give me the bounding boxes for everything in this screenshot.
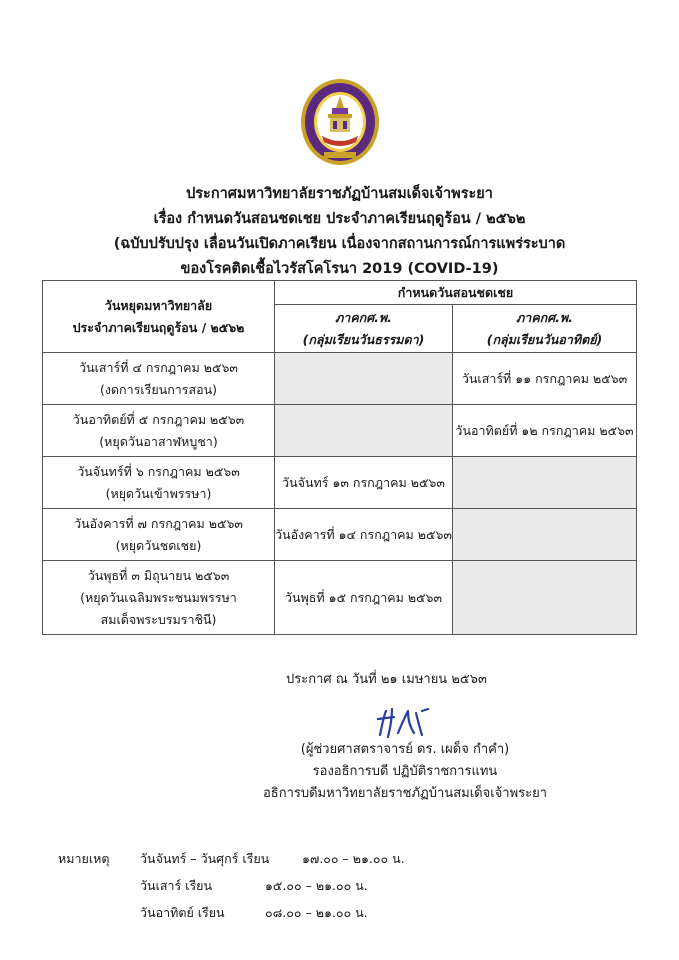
holiday-column-header: วันหยุดมหาวิทยาลัย ประจำภาคเรียนฤดูร้อน / ๒๕๖๒ — [43, 281, 275, 353]
note-time: ๐๘.๐๐ – ๒๑.๐๐ น. — [265, 905, 368, 920]
weekday-makeup-cell: วันพุธที่ ๑๕ กรกฎาคม ๒๕๖๓ — [275, 561, 453, 635]
sunday-makeup-cell — [453, 561, 637, 635]
makeup-group-header: กำหนดวันสอนชดเชย — [275, 281, 637, 305]
note-time: ๑๗.๐๐ – ๒๑.๐๐ น. — [302, 851, 405, 866]
table-row — [43, 561, 637, 635]
title-line-2: เรื่อง กำหนดวันสอนชดเชย ประจำภาคเรียนฤดูร้อน / ๒๕๖๒ — [153, 211, 526, 227]
table-row — [43, 353, 637, 405]
holiday-cell: วันพุธที่ ๓ มิถุนายน ๒๕๖๓ (หยุดวันเฉลิมพระชนมพรรษา สมเด็จพระบรมราชินี) — [43, 561, 275, 635]
holiday-cell: วันเสาร์ที่ ๔ กรกฎาคม ๒๕๖๓ (งดการเรียนการสอน) — [43, 353, 275, 405]
holiday-cell: วันอาทิตย์ที่ ๕ กรกฎาคม ๒๕๖๓ (หยุดวันอาสาฬหบูชา) — [43, 405, 275, 457]
sunday-makeup-cell — [453, 457, 637, 509]
weekday-makeup-cell — [275, 405, 453, 457]
note-day: วันจันทร์ – วันศุกร์ เรียน — [140, 851, 270, 866]
signer-block — [0, 739, 679, 805]
handwritten-signature — [372, 705, 442, 741]
holiday-cell: วันจันทร์ที่ ๖ กรกฎาคม ๒๕๖๓ (หยุดวันเข้าพรรษา) — [43, 457, 275, 509]
signer-position: รองอธิการบดี ปฏิบัติราชการแทน — [312, 764, 498, 779]
weekday-makeup-cell — [275, 353, 453, 405]
note-day: วันอาทิตย์ เรียน — [140, 905, 225, 920]
holiday-cell: วันอังคารที่ ๗ กรกฎาคม ๒๕๖๓ (หยุดวันชดเชย) — [43, 509, 275, 561]
notes-label: หมายเหตุ — [58, 851, 110, 866]
table-row — [43, 457, 637, 509]
announcement-title — [0, 182, 679, 282]
university-seal-logo — [300, 78, 380, 166]
note-time: ๑๕.๐๐ – ๒๑.๐๐ น. — [265, 878, 368, 893]
sunday-makeup-cell: วันอาทิตย์ที่ ๑๒ กรกฎาคม ๒๕๖๓ — [453, 405, 637, 457]
title-line-3: (ฉบับปรับปรุง เลื่อนวันเปิดภาคเรียน เนื่องจากสถานการณ์การแพร่ระบาด — [113, 236, 566, 252]
title-line-1: ประกาศมหาวิทยาลัยราชภัฏบ้านสมเด็จเจ้าพระยา — [186, 186, 493, 202]
announcement-date: ประกาศ ณ วันที่ ๒๑ เมษายน ๒๕๖๓ — [286, 672, 487, 687]
makeup-schedule-table — [42, 280, 637, 635]
title-line-4: ของโรคติดเชื้อไวรัสโคโรนา 2019 (COVID-19) — [180, 261, 499, 277]
sunday-group-header: ภาคกศ.พ. (กลุ่มเรียนวันอาทิตย์) — [453, 305, 637, 353]
sunday-makeup-cell: วันเสาร์ที่ ๑๑ กรกฎาคม ๒๕๖๓ — [453, 353, 637, 405]
weekday-makeup-cell: วันจันทร์ ๑๓ กรกฎาคม ๒๕๖๓ — [275, 457, 453, 509]
table-row — [43, 405, 637, 457]
weekday-group-header: ภาคกศ.พ. (กลุ่มเรียนวันธรรมดา) — [275, 305, 453, 353]
signer-name: (ผู้ช่วยศาสตราจารย์ ดร. เผด็จ กำคำ) — [300, 742, 510, 757]
note-day: วันเสาร์ เรียน — [140, 878, 213, 893]
table-row — [43, 509, 637, 561]
sunday-makeup-cell — [453, 509, 637, 561]
signer-organization: อธิการบดีมหาวิทยาลัยราชภัฏบ้านสมเด็จเจ้าพระยา — [262, 786, 548, 801]
weekday-makeup-cell: วันอังคารที่ ๑๔ กรกฎาคม ๒๕๖๓ — [275, 509, 453, 561]
